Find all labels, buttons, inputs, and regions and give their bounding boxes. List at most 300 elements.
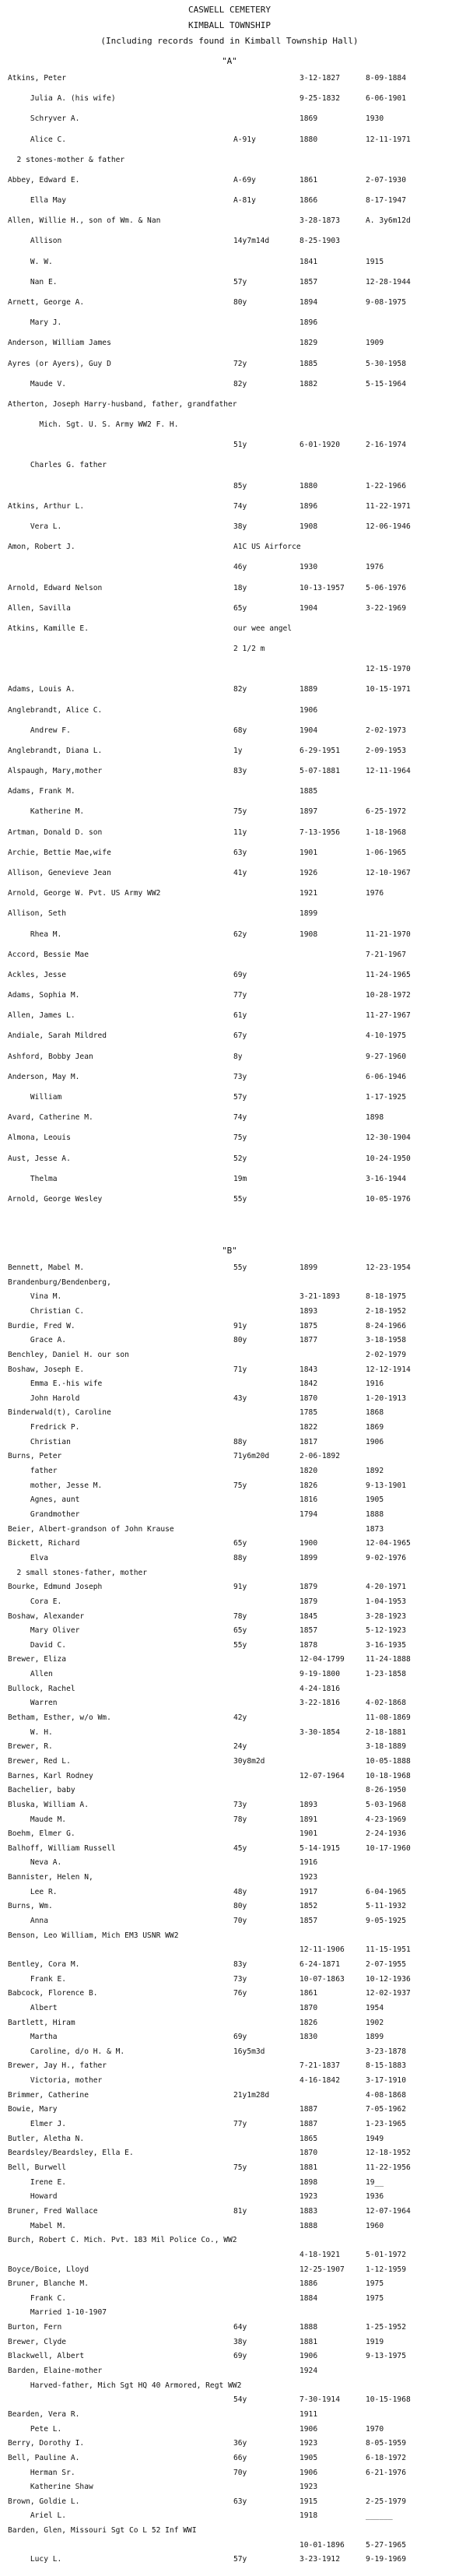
record-died: 4-20-1971 xyxy=(366,1583,406,1592)
record-died: 4-08-1868 xyxy=(366,2090,406,2100)
record-born: 1915 xyxy=(300,2497,318,2506)
record-age: 91y xyxy=(233,1321,247,1330)
record-row xyxy=(0,1092,459,1103)
record-name: Mabel M. xyxy=(8,2221,67,2230)
record-born: 1904 xyxy=(300,603,318,613)
record-died: 7-05-1962 xyxy=(366,2105,406,2114)
record-died: 6-06-1901 xyxy=(366,94,406,104)
record-name: Atherton, Joseph Harry-husband, father, grandfather xyxy=(8,399,237,409)
record-died: 10-12-1936 xyxy=(366,1974,411,1984)
record-row xyxy=(0,1582,459,1593)
record-row xyxy=(0,1350,459,1361)
record-row xyxy=(0,175,459,186)
record-age: 14y7m14d xyxy=(233,237,270,246)
record-died: 3-16-1935 xyxy=(366,1640,406,1650)
record-died: 10-18-1968 xyxy=(366,1771,411,1780)
record-born: 12-11-1906 xyxy=(300,1945,345,1955)
record-row xyxy=(0,1800,459,1811)
record-row xyxy=(0,1524,459,1535)
record-row xyxy=(0,1495,459,1506)
record-age: 63y xyxy=(233,848,247,857)
record-died: 12-06-1946 xyxy=(366,522,411,531)
record-name: Benson, Leo William, Mich EM3 USNR WW2 xyxy=(8,1931,179,1940)
record-born: 1898 xyxy=(300,2177,318,2187)
record-name: Grace A. xyxy=(8,1336,67,1345)
record-born: 6-24-1871 xyxy=(300,1959,340,1969)
record-age: 19m xyxy=(233,1174,247,1183)
record-born: 1923 xyxy=(300,2192,318,2202)
record-age: 75y xyxy=(233,1481,247,1490)
record-row xyxy=(0,583,459,594)
record-age: 48y xyxy=(233,1887,247,1896)
record-row xyxy=(0,888,459,899)
record-row xyxy=(0,2191,459,2202)
record-age: 65y xyxy=(233,603,247,613)
record-age: our wee angel xyxy=(233,624,293,633)
record-name: W. W. xyxy=(8,257,53,266)
record-age: 18y xyxy=(233,583,247,592)
record-row xyxy=(0,1052,459,1063)
record-row xyxy=(0,2337,459,2348)
record-died: 1970 xyxy=(366,2424,384,2434)
record-name: Binderwald(t), Caroline xyxy=(8,1408,111,1418)
record-name: Maude M. xyxy=(8,1815,67,1824)
record-name: Almona, Leouis xyxy=(8,1133,71,1143)
record-age: 42y xyxy=(233,1713,247,1722)
record-born: 1908 xyxy=(300,930,318,939)
record-name: Butler, Aletha N. xyxy=(8,2134,85,2143)
record-name: Vera L. xyxy=(8,522,62,531)
record-age: 45y xyxy=(233,1843,247,1853)
record-born: 1852 xyxy=(300,1902,318,1911)
record-died: 1936 xyxy=(366,2192,384,2202)
record-died: 4-02-1868 xyxy=(366,1699,406,1708)
record-row xyxy=(0,297,459,308)
record-name: Boshaw, Alexander xyxy=(8,1611,85,1621)
record-born: 1908 xyxy=(300,522,318,531)
record-name: Brewer, Red L. xyxy=(8,1756,71,1766)
record-name: Bruner, Blanche M. xyxy=(8,2279,89,2289)
record-born: 1917 xyxy=(300,1887,318,1896)
record-row xyxy=(0,1292,459,1302)
record-name: 2 stones-mother & father xyxy=(8,155,125,164)
record-name: Arnold, George Wesley xyxy=(8,1194,103,1204)
record-row xyxy=(0,2134,459,2145)
record-died: 1-18-1968 xyxy=(366,828,406,837)
record-died: 10-05-1976 xyxy=(366,1194,411,1204)
record-row xyxy=(0,950,459,961)
record-born: 8-25-1903 xyxy=(300,237,340,246)
record-row xyxy=(0,2148,459,2159)
record-name: Christian xyxy=(8,1437,71,1446)
record-row xyxy=(0,2438,459,2449)
record-row xyxy=(0,1640,459,1651)
record-name: Harved-father, Mich Sgt HQ 40 Armored, Regt WW2 xyxy=(8,2381,242,2390)
record-born: 1877 xyxy=(300,1336,318,1345)
record-age: 21y1m28d xyxy=(233,2090,270,2100)
record-row xyxy=(0,705,459,716)
record-born: 1826 xyxy=(300,2018,318,2027)
record-age: 88y xyxy=(233,1553,247,1562)
record-died: 6-18-1972 xyxy=(366,2453,406,2462)
record-name: Married 1-10-1907 xyxy=(8,2308,107,2318)
record-age: A1C US Airforce xyxy=(233,543,301,552)
record-name: Elmer J. xyxy=(8,2120,67,2128)
record-born: 1841 xyxy=(300,257,318,266)
record-died: 11-22-1971 xyxy=(366,501,411,511)
header-note: (Including records found in Kimball Township Hall) xyxy=(100,36,359,46)
record-born: 1897 xyxy=(300,807,318,817)
record-born: 10-07-1863 xyxy=(300,1974,345,1984)
record-row xyxy=(0,1815,459,1826)
record-name: Vina M. xyxy=(8,1292,62,1302)
record-born: 1870 xyxy=(300,2149,318,2158)
record-born: 1893 xyxy=(300,1306,318,1316)
record-born: 1889 xyxy=(300,685,318,694)
record-name: Frank E. xyxy=(8,1974,67,1984)
record-born: 1820 xyxy=(300,1467,318,1475)
record-row xyxy=(0,2018,459,2029)
record-row xyxy=(0,1263,459,1274)
record-name: Bachelier, baby xyxy=(8,1786,75,1795)
record-died: 11-27-1967 xyxy=(366,1011,411,1021)
record-age: 2 1/2 m xyxy=(233,645,265,653)
record-born: 1899 xyxy=(300,1553,318,1562)
record-died: 1-23-1858 xyxy=(366,1670,406,1678)
record-name: Cora E. xyxy=(8,1597,62,1606)
record-died: 2-24-1936 xyxy=(366,1829,406,1839)
record-name: Andrew F. xyxy=(8,726,71,735)
record-name: Alice C. xyxy=(8,135,67,144)
record-born: 3-22-1816 xyxy=(300,1699,340,1708)
record-born: 1875 xyxy=(300,1321,318,1330)
record-age: 1y xyxy=(233,746,243,755)
record-died: 12-30-1904 xyxy=(366,1133,411,1143)
record-born: 12-04-1799 xyxy=(300,1655,345,1664)
record-died: 1915 xyxy=(366,257,384,266)
record-row xyxy=(0,2061,459,2072)
record-born: 1923 xyxy=(300,1873,318,1882)
record-name: Warren xyxy=(8,1699,58,1708)
record-row xyxy=(0,746,459,757)
record-died: A. 3y6m12d xyxy=(366,216,411,226)
record-name: Blackwell, Albert xyxy=(8,2352,85,2361)
record-name: Brown, Goldie L. xyxy=(8,2497,80,2506)
record-born: 1822 xyxy=(300,1423,318,1432)
record-age: 68y xyxy=(233,726,247,735)
record-died: 1960 xyxy=(366,2221,384,2230)
record-born: 1880 xyxy=(300,481,318,490)
record-born: 1857 xyxy=(300,1917,318,1925)
record-born: 3-28-1873 xyxy=(300,216,340,226)
record-born: 1842 xyxy=(300,1379,318,1389)
record-name: Babcock, Florence B. xyxy=(8,1989,98,1998)
record-name: Bennett, Mabel M. xyxy=(8,1263,85,1272)
record-born: 1921 xyxy=(300,889,318,898)
record-age: 61y xyxy=(233,1011,247,1021)
record-age: 63y xyxy=(233,2497,247,2506)
record-age: 65y xyxy=(233,1626,247,1636)
record-row xyxy=(0,318,459,329)
record-row xyxy=(0,460,459,471)
record-age: 69y xyxy=(233,970,247,979)
record-died: 11-21-1970 xyxy=(366,930,411,939)
record-name: Nan E. xyxy=(8,277,58,286)
record-name: Anglebrandt, Alice C. xyxy=(8,705,103,715)
record-died: 1-12-1959 xyxy=(366,2265,406,2274)
record-died: 11-22-1956 xyxy=(366,2163,411,2172)
record-row xyxy=(0,624,459,634)
record-born: 1870 xyxy=(300,2003,318,2012)
record-row xyxy=(0,603,459,614)
record-age: 72y xyxy=(233,359,247,368)
record-died: 3-17-1910 xyxy=(366,2076,406,2086)
record-died: 2-02-1973 xyxy=(366,726,406,735)
record-born: 1918 xyxy=(300,2511,318,2521)
record-age: 77y xyxy=(233,991,247,1000)
record-born: 1870 xyxy=(300,1393,318,1403)
record-name: Anna xyxy=(8,1917,48,1925)
record-died: 1975 xyxy=(366,2279,384,2289)
record-born: 1899 xyxy=(300,909,318,919)
record-name: William xyxy=(8,1092,62,1102)
record-row xyxy=(0,2482,459,2493)
record-name: Burch, Robert C. Mich. Pvt. 183 Mil Police Co., WW2 xyxy=(8,2236,237,2245)
record-row xyxy=(0,1112,459,1123)
record-row xyxy=(0,2235,459,2246)
record-name: Allen, Savilla xyxy=(8,603,71,613)
record-row xyxy=(0,848,459,859)
record-row xyxy=(0,1959,459,1970)
record-born: 1884 xyxy=(300,2293,318,2303)
record-born: 1923 xyxy=(300,2483,318,2492)
record-name: Mary J. xyxy=(8,318,62,328)
record-row xyxy=(0,1277,459,1288)
record-born: 1879 xyxy=(300,1583,318,1592)
record-name: Bearden, Vera R. xyxy=(8,2409,80,2419)
record-born: 1930 xyxy=(300,563,318,572)
record-died: 12-11-1964 xyxy=(366,767,411,776)
record-died: 2-18-1881 xyxy=(366,1727,406,1737)
record-died: 6-21-1976 xyxy=(366,2468,406,2477)
record-age: 82y xyxy=(233,685,247,694)
record-row xyxy=(0,155,459,166)
record-name: Emma E.-his wife xyxy=(8,1379,103,1389)
record-name: Ella May xyxy=(8,196,67,206)
record-age: 46y xyxy=(233,563,247,572)
record-born: 1816 xyxy=(300,1495,318,1505)
record-row xyxy=(0,1741,459,1752)
record-died: 1899 xyxy=(366,2033,384,2042)
record-died: 12-11-1971 xyxy=(366,135,411,144)
record-row xyxy=(0,1451,459,1462)
record-row xyxy=(0,990,459,1001)
record-age: 76y xyxy=(233,1989,247,1998)
record-died: 6-06-1946 xyxy=(366,1072,406,1081)
record-row xyxy=(0,1988,459,1999)
record-born: 1911 xyxy=(300,2409,318,2419)
record-row xyxy=(0,257,459,268)
record-died: 3-16-1944 xyxy=(366,1174,406,1183)
record-age: 30y8m2d xyxy=(233,1756,265,1766)
record-name: Atkins, Arthur L. xyxy=(8,501,85,511)
record-row xyxy=(0,786,459,797)
record-name: Julia A. (his wife) xyxy=(8,94,116,104)
record-born: 6-01-1920 xyxy=(300,441,340,450)
record-row xyxy=(0,216,459,227)
record-name: Adams, Sophia M. xyxy=(8,991,80,1000)
record-died: 8-24-1966 xyxy=(366,1321,406,1330)
record-row xyxy=(0,1393,459,1404)
record-born: 9-25-1832 xyxy=(300,94,340,104)
record-age: 66y xyxy=(233,2453,247,2462)
record-age: 91y xyxy=(233,1583,247,1592)
record-row xyxy=(0,2468,459,2479)
record-row xyxy=(0,2104,459,2115)
record-died: 1930 xyxy=(366,114,384,124)
record-name: Frank C. xyxy=(8,2293,67,2303)
record-died: 5-06-1976 xyxy=(366,583,406,592)
record-died: 8-26-1950 xyxy=(366,1786,406,1795)
record-row xyxy=(0,2322,459,2333)
record-born: 1926 xyxy=(300,869,318,877)
record-died: 4-23-1969 xyxy=(366,1815,406,1824)
record-age: 78y xyxy=(233,1815,247,1824)
record-died: 12-12-1914 xyxy=(366,1365,411,1374)
record-died: 12-04-1965 xyxy=(366,1539,411,1548)
record-age: 71y xyxy=(233,1365,247,1374)
record-born: 1896 xyxy=(300,318,318,328)
record-died: 8-09-1884 xyxy=(366,74,406,83)
record-name: 2 small stones-father, mother xyxy=(8,1568,148,1577)
record-born: 1845 xyxy=(300,1611,318,1621)
record-row xyxy=(0,2090,459,2101)
record-died: 3-22-1969 xyxy=(366,603,406,613)
record-row xyxy=(0,2424,459,2435)
cemetery-title: CASWELL CEMETERY xyxy=(188,5,271,15)
record-name: Andiale, Sarah Mildred xyxy=(8,1031,107,1041)
record-name: Howard xyxy=(8,2192,58,2202)
record-died: 12-07-1964 xyxy=(366,2206,411,2216)
record-row xyxy=(0,1437,459,1448)
record-died: 12-28-1944 xyxy=(366,277,411,286)
record-name: Adams, Louis A. xyxy=(8,685,75,694)
record-name: Adams, Frank M. xyxy=(8,787,75,796)
record-row xyxy=(0,1194,459,1205)
record-row xyxy=(0,2293,459,2304)
record-name: Ashford, Bobby Jean xyxy=(8,1052,93,1061)
record-row xyxy=(0,2163,459,2174)
record-died: 1906 xyxy=(366,1437,384,1446)
record-born: 4-16-1842 xyxy=(300,2076,340,2086)
record-died: 19__ xyxy=(366,2177,384,2187)
record-born: 1894 xyxy=(300,298,318,307)
record-name: Archie, Bettie Mae,wife xyxy=(8,848,111,857)
record-born: 1865 xyxy=(300,2134,318,2143)
record-row xyxy=(0,2119,459,2130)
record-row xyxy=(0,420,459,431)
record-died: 5-01-1972 xyxy=(366,2250,406,2259)
record-name: Barden, Glen, Missouri Sgt Co L 52 Inf WWI xyxy=(8,2526,197,2536)
record-died: 1-20-1913 xyxy=(366,1393,406,1403)
record-died: 2-09-1953 xyxy=(366,746,406,755)
record-row xyxy=(0,1829,459,1840)
record-name: Martha xyxy=(8,2033,58,2042)
record-died: 8-15-1883 xyxy=(366,2061,406,2071)
record-born: 1906 xyxy=(300,2352,318,2361)
record-died: 10-24-1950 xyxy=(366,1154,411,1163)
record-age: 54y xyxy=(233,2395,247,2405)
record-name: Herman Sr. xyxy=(8,2468,75,2477)
record-died: 9-02-1976 xyxy=(366,1553,406,1562)
record-age: 41y xyxy=(233,869,247,877)
record-name: Barden, Elaine-mother xyxy=(8,2367,103,2375)
record-row xyxy=(0,1698,459,1709)
record-age: A-69y xyxy=(233,175,256,185)
record-died: ______ xyxy=(366,2511,393,2521)
record-name: Artman, Donald D. son xyxy=(8,828,103,837)
record-died: 1916 xyxy=(366,1379,384,1389)
record-born: 1899 xyxy=(300,1263,318,1272)
record-name: Boshaw, Joseph E. xyxy=(8,1365,85,1374)
record-row xyxy=(0,1553,459,1564)
record-name: Irene E. xyxy=(8,2177,67,2187)
record-born: 1882 xyxy=(300,379,318,388)
record-row xyxy=(0,542,459,553)
record-name: Mich. Sgt. U. S. Army WW2 F. H. xyxy=(8,420,179,429)
record-died: 2-16-1974 xyxy=(366,441,406,450)
record-name: Avard, Catherine M. xyxy=(8,1113,93,1123)
record-name: Bentley, Cora M. xyxy=(8,1959,80,1969)
record-died: 1888 xyxy=(366,1510,384,1519)
record-name: Bowie, Mary xyxy=(8,2105,58,2114)
record-age: 57y xyxy=(233,2555,247,2564)
record-died: 12-23-1954 xyxy=(366,1263,411,1272)
record-born: 1878 xyxy=(300,1640,318,1650)
record-born: 1887 xyxy=(300,2105,318,2114)
record-born: 1906 xyxy=(300,705,318,715)
record-age: 88y xyxy=(233,1437,247,1446)
record-name: Elva xyxy=(8,1553,48,1562)
record-born: 3-12-1827 xyxy=(300,74,340,83)
record-died: 2-07-1955 xyxy=(366,1959,406,1969)
record-died: 1868 xyxy=(366,1408,384,1418)
record-row xyxy=(0,1306,459,1317)
record-row xyxy=(0,2511,459,2522)
record-age: 8y xyxy=(233,1052,243,1061)
record-name: Bickett, Richard xyxy=(8,1539,80,1548)
record-died: 2-25-1979 xyxy=(366,2497,406,2506)
record-row xyxy=(0,766,459,777)
record-died: 1902 xyxy=(366,2018,384,2027)
record-name: Alspaugh, Mary,mother xyxy=(8,767,103,776)
record-age: 80y xyxy=(233,1336,247,1345)
record-born: 5-07-1881 xyxy=(300,767,340,776)
record-born: 1888 xyxy=(300,2323,318,2332)
record-row xyxy=(0,2307,459,2318)
record-age: 83y xyxy=(233,767,247,776)
record-born: 1880 xyxy=(300,135,318,144)
record-name: W. H. xyxy=(8,1727,53,1737)
record-born: 1857 xyxy=(300,277,318,286)
record-row xyxy=(0,2177,459,2188)
record-row xyxy=(0,2206,459,2217)
record-name: Bannister, Helen N, xyxy=(8,1873,93,1882)
record-row xyxy=(0,1481,459,1492)
record-name: mother, Jesse M. xyxy=(8,1481,103,1490)
record-died: 10-15-1971 xyxy=(366,685,411,694)
record-name: Anglebrandt, Diana L. xyxy=(8,746,103,755)
